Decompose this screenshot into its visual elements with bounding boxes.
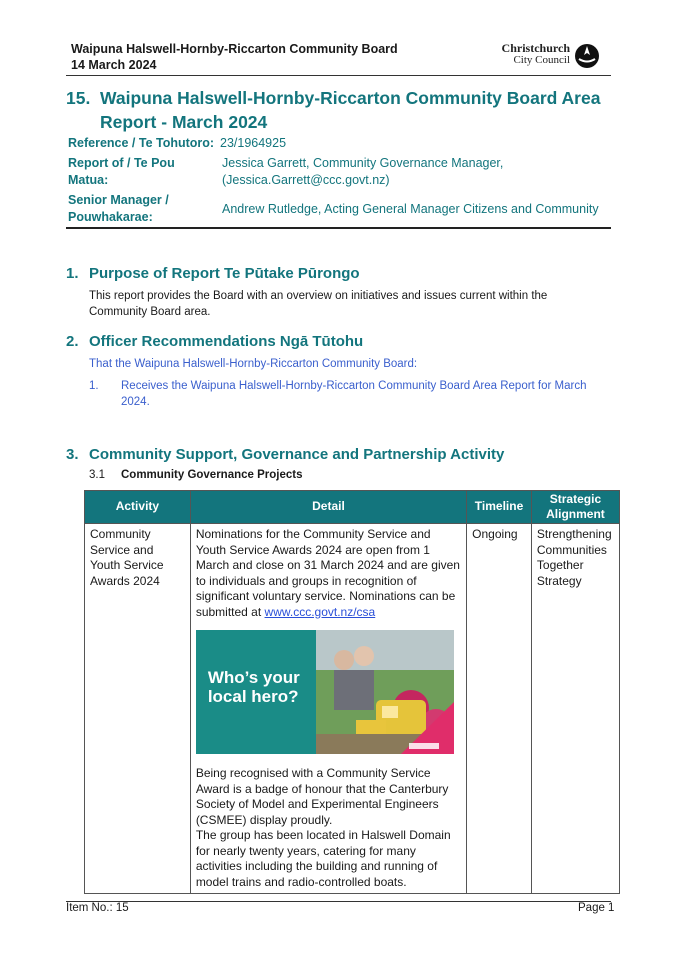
section-1-number: 1. [66, 265, 79, 282]
footer-page-number: Page 1 [578, 902, 615, 914]
header-timeline: Timeline [467, 491, 532, 524]
report-of-email[interactable]: (Jessica.Garrett@ccc.govt.nz) [222, 173, 390, 187]
header-board-name: Waipuna Halswell-Hornby-Riccarton Community Board [71, 42, 398, 56]
senior-manager-value: Andrew Rutledge, Acting General Manager Citizens and Community [222, 202, 599, 216]
logo-line-1: Christchurch [501, 41, 570, 55]
header-strategic-alignment: Strategic Alignment [531, 491, 619, 524]
reference-value: 23/1964925 [220, 136, 287, 150]
recommendation-number: 1. [89, 380, 99, 392]
header-detail: Detail [190, 491, 466, 524]
section-2-intro: That the Waipuna Halswell-Hornby-Riccarton Community Board: [89, 358, 418, 370]
council-emblem-icon [574, 43, 600, 69]
detail-paragraph-1: Nominations for the Community Service and Youth Service Awards 2024 are open from 1 March and close on 31 March 2024 and are given to individuals and groups in recognition of significant voluntary service. Nominations can be submitted at [195, 527, 460, 619]
section-1-title: Purpose of Report Te Pūtake Pūrongo [89, 265, 360, 282]
footer-divider [66, 901, 611, 902]
report-item-number: 15. [66, 88, 91, 108]
report-title-text: Waipuna Halswell-Hornby-Riccarton Community Board Area Report - March 2024 [100, 88, 601, 132]
header-divider [66, 75, 611, 76]
footer-item-number: Item No.: 15 [66, 902, 129, 914]
senior-manager-label-line2: Pouwhakarae: [68, 210, 153, 224]
report-of-label-line1: Report of / Te Pou [68, 156, 175, 170]
header-date: 14 March 2024 [71, 58, 157, 72]
subsection-3-1-title: Community Governance Projects [121, 469, 303, 481]
reference-label: Reference / Te Tohutoro: [68, 136, 215, 150]
cell-activity: Community Service and Youth Service Awards 2024 [85, 524, 191, 894]
section-2-title: Officer Recommendations Ngā Tūtohu [89, 333, 364, 350]
nomination-link[interactable]: www.ccc.govt.nz/csa [264, 604, 376, 619]
section-3-number: 3. [66, 446, 79, 463]
meta-divider [66, 227, 611, 229]
table-header-row [85, 491, 620, 524]
cell-detail [190, 524, 466, 894]
recommendation-text: Receives the Waipuna Halswell-Hornby-Riccarton Community Board Area Report for March 2024. [121, 380, 587, 408]
section-1-body: This report provides the Board with an overview on initiatives and issues current within the Community Board area. [89, 290, 548, 318]
subsection-3-1-number: 3.1 [89, 469, 105, 481]
report-of-value-line1: Jessica Garrett, Community Governance Manager, [222, 156, 504, 170]
senior-manager-label-line1: Senior Manager / [68, 193, 169, 207]
hero-caption: Who’s your local hero? [207, 668, 300, 706]
section-3-title: Community Support, Governance and Partnership Activity [89, 446, 505, 463]
report-title [66, 86, 611, 136]
council-logo [498, 43, 602, 69]
header-activity: Activity [85, 491, 191, 524]
governance-projects-table [84, 490, 620, 894]
detail-paragraph-3: The group has been located in Halswell Domain for nearly twenty years, catering for many activities including the building and running of model trains and radio-controlled boats. [195, 828, 451, 889]
table-row [85, 524, 620, 894]
local-hero-image [196, 630, 454, 754]
cell-strategic-alignment: Strengthening Communities Together Strategy [531, 524, 619, 894]
logo-line-2: City Council [513, 54, 570, 66]
report-of-label-line2: Matua: [68, 173, 109, 187]
detail-paragraph-2: Being recognised with a Community Service Award is a badge of honour that the Canterbury Society of Model and Experimental Engineers (CSMEE) display proudly. [195, 766, 449, 827]
section-2-number: 2. [66, 333, 79, 350]
cell-timeline: Ongoing [467, 524, 532, 894]
